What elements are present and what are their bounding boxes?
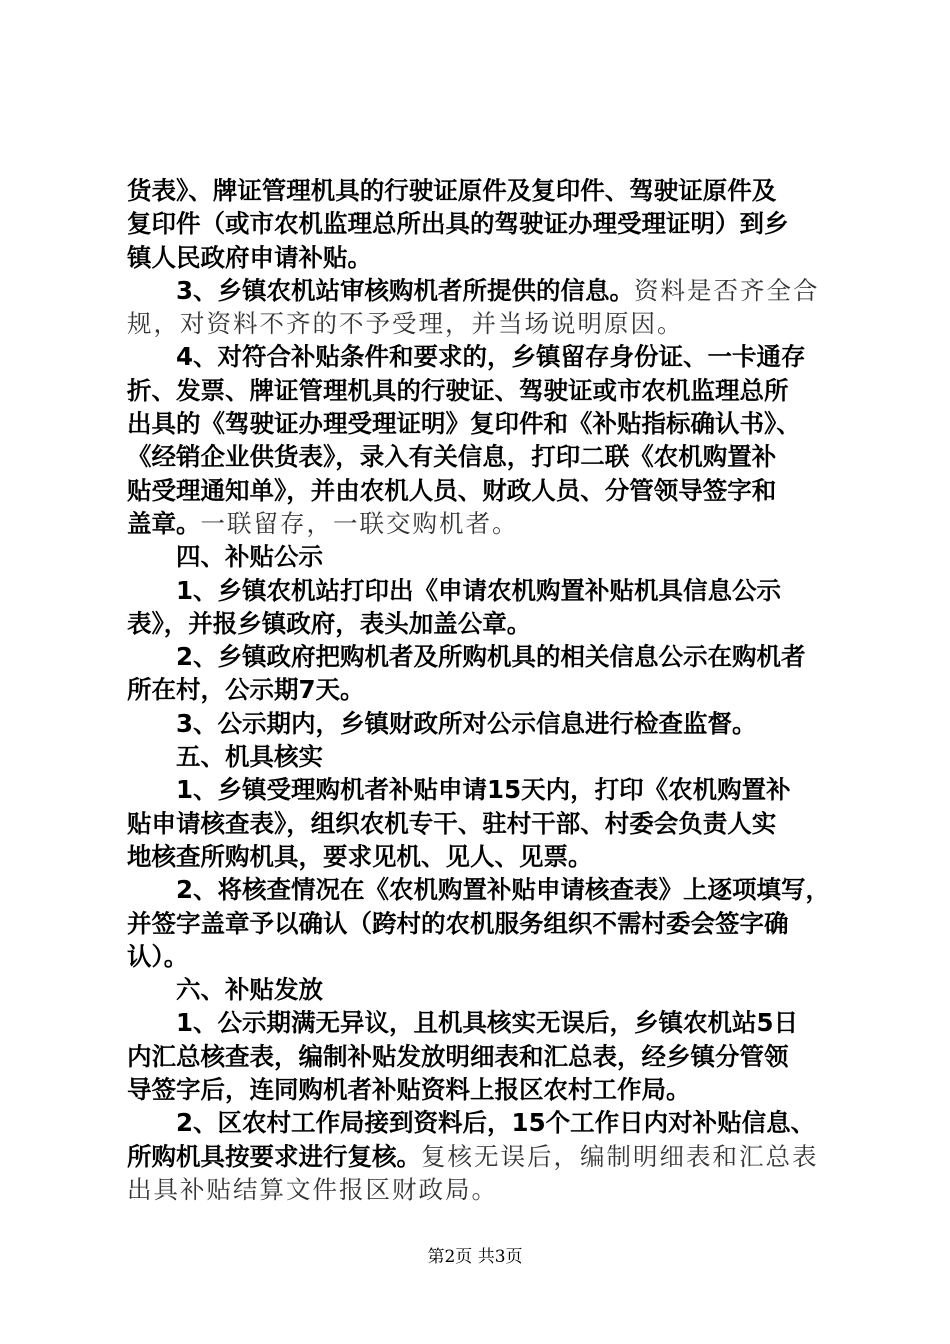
text-line-main: 2、将核查情况在《农机购置补贴申请核查表》上逐项填写，	[176, 875, 831, 905]
text-line-main: 1、乡镇农机站打印出《申请农机购置补贴机具信息公示	[176, 575, 782, 605]
text-line-main: 并签字盖章予以确认（跨村的农机服务组织不需村委会签字确	[127, 908, 789, 938]
text-line	[127, 973, 832, 1006]
text-line-main: 贴受理通知单》，并由农机人员、财政人员、分管领导签字和	[127, 475, 777, 505]
text-line-secondary: 一联留存，一联交购机者。	[200, 508, 519, 538]
text-line-main: 4、对符合补贴条件和要求的，乡镇留存身份证、一卡通存	[176, 342, 806, 372]
text-line-main: 六、补贴发放	[176, 975, 323, 1005]
text-line	[127, 307, 832, 340]
text-line-main: 货表》、牌证管理机具的行驶证原件及复印件、驾驶证原件及	[127, 176, 777, 205]
text-line-main: 地核查所购机具，要求见机、见人、见票。	[127, 841, 593, 871]
text-line-main: 2、区农村工作局接到资料后，15个工作日内对补贴信息、	[176, 1108, 816, 1138]
text-line	[127, 1006, 832, 1039]
text-line	[127, 241, 832, 274]
text-line	[127, 1173, 832, 1206]
document-body	[127, 174, 832, 1206]
text-line	[127, 1140, 832, 1173]
text-line	[127, 873, 832, 906]
text-line-main: 2、乡镇政府把购机者及所购机具的相关信息公示在购机者	[176, 642, 806, 672]
text-line-main: 贴申请核查表》，组织农机专干、驻村干部、村委会负责人实	[127, 808, 777, 838]
text-line	[127, 274, 832, 307]
text-line-main: 1、乡镇受理购机者补贴申请15天内，打印《农机购置补	[176, 775, 791, 805]
text-line-main: 《经销企业供货表》，录入有关信息，打印二联《农机购置补	[127, 442, 777, 472]
text-line	[127, 574, 832, 607]
text-line	[127, 340, 832, 373]
text-line-secondary: 资料是否齐全合	[634, 275, 820, 305]
text-line	[127, 1106, 832, 1139]
text-line	[127, 474, 832, 507]
text-line	[127, 374, 832, 407]
text-line	[127, 940, 832, 973]
text-line-main: 出具的《驾驶证办理受理证明》复印件和《补贴指标确认书》、	[127, 409, 801, 439]
text-line-secondary: 复核无误后，编制明细表和汇总表	[421, 1141, 819, 1171]
text-line	[127, 807, 832, 840]
text-line-main: 所购机具按要求进行复核。	[127, 1141, 421, 1171]
text-line	[127, 673, 832, 706]
text-line	[127, 1073, 832, 1106]
text-line	[127, 740, 832, 773]
text-line-main: 所在村，公示期7天。	[127, 675, 365, 705]
text-line-main: 盖章。	[127, 508, 201, 538]
page-number-footer: 第2页 共3页	[427, 1247, 523, 1267]
text-line-main: 五、机具核实	[176, 742, 323, 772]
text-line-main: 四、补贴公示	[176, 542, 323, 572]
text-line-main: 1、公示期满无异议，且机具核实无误后，乡镇农机站5日	[176, 1008, 799, 1038]
text-line-main: 镇人民政府申请补贴。	[127, 242, 372, 272]
text-line-main: 认）。	[127, 941, 189, 971]
text-line	[127, 1040, 832, 1073]
text-line-main: 表》，并报乡镇政府，表头加盖公章。	[127, 608, 532, 638]
text-line	[127, 540, 832, 573]
text-line-main: 内汇总核查表，编制补贴发放明细表和汇总表，经乡镇分管领	[127, 1041, 789, 1071]
text-line	[127, 640, 832, 673]
text-line-main: 3、公示期内，乡镇财政所对公示信息进行检查监督。	[176, 708, 757, 738]
text-line	[127, 407, 832, 440]
text-line-secondary: 规，对资料不齐的不予受理，并当场说明原因。	[127, 309, 684, 339]
text-line	[127, 507, 832, 540]
text-line	[127, 174, 832, 207]
text-line	[127, 607, 832, 640]
text-line-secondary: 出具补贴结算文件报区财政局。	[127, 1174, 498, 1204]
text-line	[127, 773, 832, 806]
text-line	[127, 907, 832, 940]
text-line	[127, 440, 832, 473]
text-line-main: 折、发票、牌证管理机具的行驶证、驾驶证或市农机监理总所	[127, 375, 789, 405]
text-line	[127, 840, 832, 873]
text-line-main: 3、乡镇农机站审核购机者所提供的信息。	[176, 275, 635, 305]
text-line	[127, 707, 832, 740]
text-line-main: 复印件（或市农机监理总所出具的驾驶证办理受理证明）到乡	[127, 209, 789, 239]
text-line-main: 导签字后，连同购机者补贴资料上报区农村工作局。	[127, 1075, 691, 1105]
text-line	[127, 207, 832, 240]
